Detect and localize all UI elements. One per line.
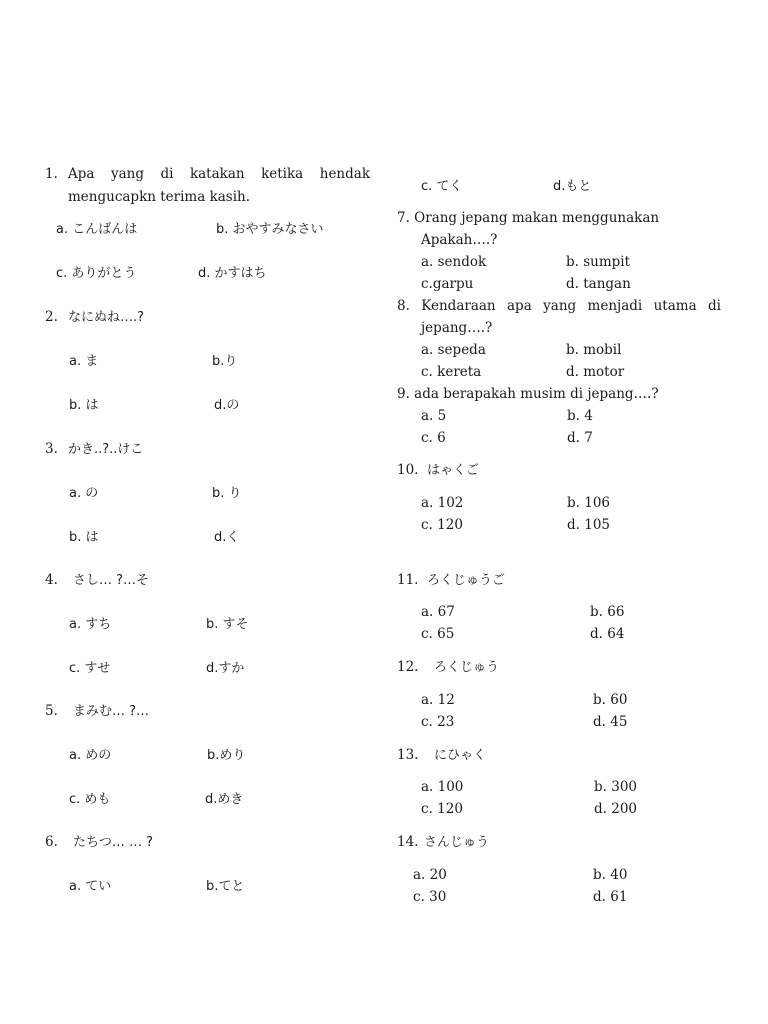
option-d: d. 7 [567, 430, 593, 446]
option-d: d.すか [206, 661, 245, 676]
option-c: c. 23 [421, 714, 455, 730]
question-text: たちつ… … ? [73, 835, 154, 850]
option-b: b. すそ [206, 617, 249, 632]
question-number: 2. [45, 309, 58, 325]
option-c: c.garpu [421, 276, 474, 292]
option-c: c. 65 [421, 626, 455, 642]
question-text: にひゃく [434, 748, 487, 763]
option-c: b. は [69, 398, 99, 413]
option-d: d. 200 [594, 801, 637, 817]
question-text: さんじゅう [424, 835, 490, 850]
question-text: Apa yang di katakan ketika hendak [68, 166, 370, 182]
question-text-cont: mengucapkn terima kasih. [68, 189, 251, 205]
option-d: d. motor [566, 364, 625, 380]
option-d: d.もと [553, 179, 592, 194]
option-a: a. 67 [421, 604, 455, 620]
option-c: c. てく [421, 179, 463, 194]
question-number: 12. [397, 659, 419, 675]
option-a: a. 5 [421, 408, 447, 424]
option-a: a. 12 [421, 692, 455, 708]
option-a: a. sendok [421, 254, 487, 270]
option-c: c. kereta [421, 364, 482, 380]
question-number: 5. [45, 703, 58, 719]
question-text: さし… ?…そ [73, 573, 150, 588]
question-number: 4. [45, 572, 58, 588]
option-b: b. 300 [594, 779, 637, 795]
option-b: b.てと [206, 879, 245, 894]
option-b: b. 106 [567, 495, 610, 511]
question-text: ろくじゅう [434, 660, 500, 675]
question-text: はゃくご [427, 463, 480, 478]
question-text: 9. ada berapakah musim di jepang….? [397, 386, 659, 402]
question-number: 3. [45, 441, 58, 457]
option-b: b. sumpit [566, 254, 631, 270]
option-d: d. 105 [567, 517, 610, 533]
option-b: b.り [212, 354, 238, 369]
question-text: 8. Kendaraan apa yang menjadi utama di [397, 298, 721, 314]
question-text: まみむ… ?… [73, 704, 150, 719]
option-a: a. ま [69, 354, 99, 369]
option-d: d. tangan [566, 276, 631, 292]
option-a: a. 20 [413, 867, 447, 883]
option-d: d.の [214, 398, 240, 413]
option-c: c. 120 [421, 517, 463, 533]
option-d: d. 61 [593, 889, 628, 905]
option-b: b.めり [207, 748, 246, 763]
option-a: a. sepeda [421, 342, 486, 358]
option-c: c. すせ [69, 661, 111, 676]
option-b: b. 66 [590, 604, 625, 620]
option-a: a. 100 [421, 779, 464, 795]
question-text: 7. Orang jepang makan menggunakan [397, 210, 660, 226]
question-text: なにぬね….? [68, 310, 145, 325]
question-number: 11. [397, 572, 419, 588]
option-b: b. おやすみなさい [216, 222, 324, 237]
option-d: d.く [214, 530, 240, 545]
question-text: ろくじゅうご [427, 573, 506, 588]
option-c: c. 6 [421, 430, 446, 446]
option-b: b. 4 [567, 408, 593, 424]
option-b: b. mobil [566, 342, 622, 358]
question-text: かき..?..けこ [68, 442, 144, 457]
question-number: 10. [397, 462, 419, 478]
option-a: a. 102 [421, 495, 464, 511]
option-a: a. すち [69, 617, 112, 632]
option-b: b. 40 [593, 867, 628, 883]
option-a: a. こんばんは [56, 222, 138, 237]
option-d: d.めき [205, 792, 244, 807]
question-text-cont: jepang….? [421, 320, 493, 336]
option-c: c. めも [69, 792, 111, 807]
option-d: d. かすはち [198, 266, 267, 281]
question-number: 13. [397, 747, 419, 763]
option-c: c. 120 [421, 801, 463, 817]
question-number: 1. [45, 166, 58, 182]
question-number: 6. [45, 834, 58, 850]
option-b: b. 60 [593, 692, 628, 708]
option-a: a. の [69, 486, 99, 501]
option-c: b. は [69, 530, 99, 545]
option-c: c. 30 [413, 889, 447, 905]
question-number: 14. [397, 834, 419, 850]
question-text-cont: Apakah….? [421, 232, 498, 248]
option-d: d. 64 [590, 626, 625, 642]
option-b: b. り [212, 486, 242, 501]
option-a: a. てい [69, 879, 112, 894]
option-d: d. 45 [593, 714, 628, 730]
option-a: a. めの [69, 748, 112, 763]
option-c: c. ありがとう [56, 266, 137, 281]
